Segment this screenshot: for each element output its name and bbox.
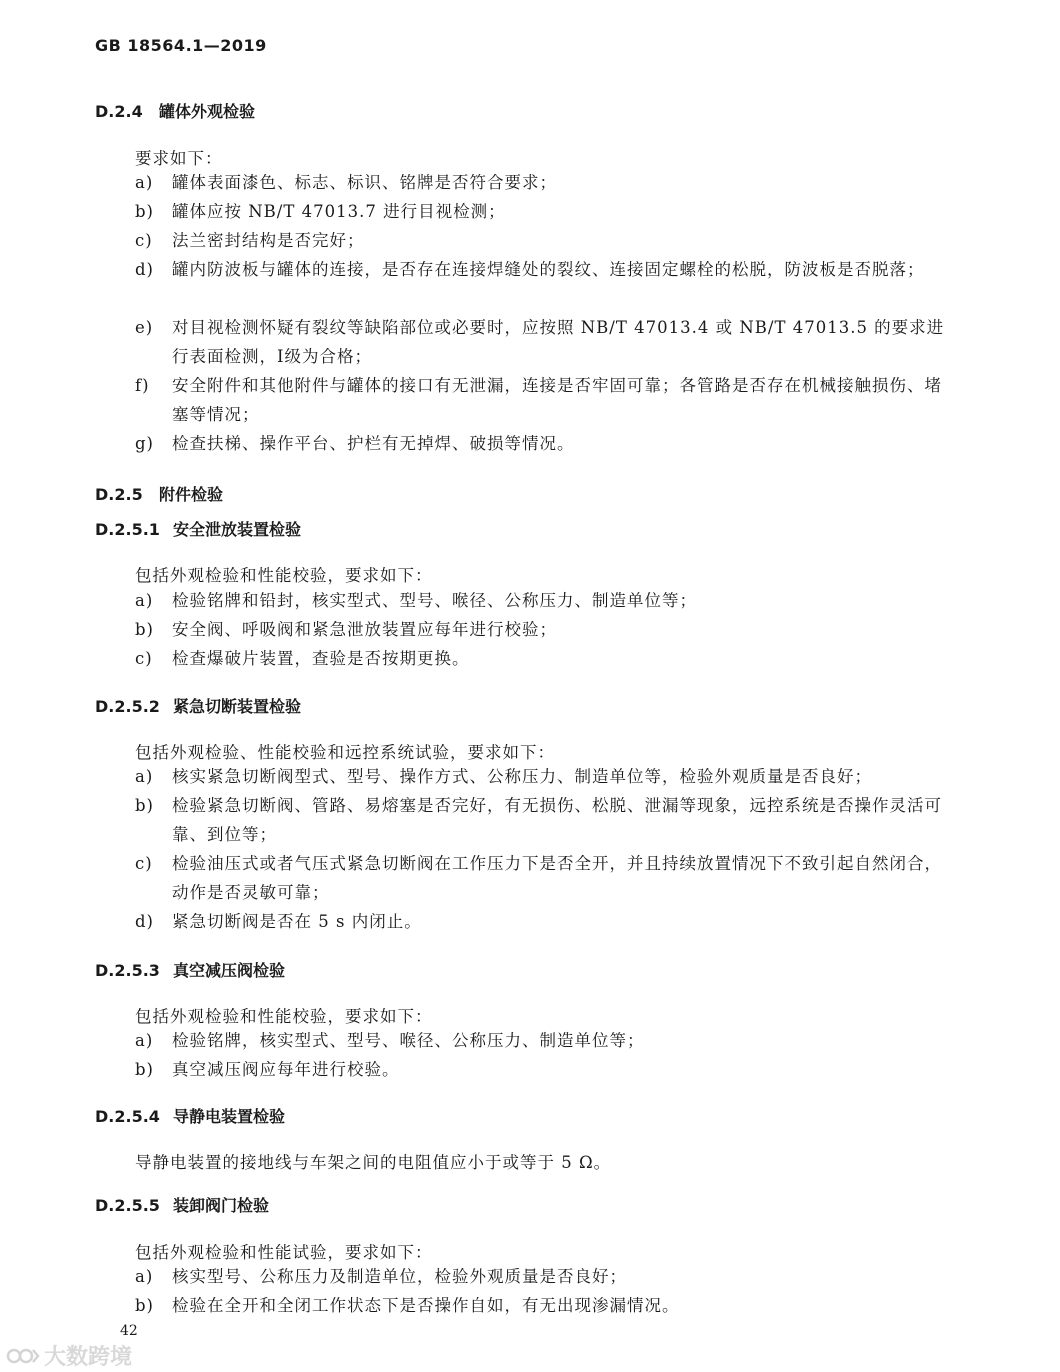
section-heading-d254 xyxy=(95,1104,285,1127)
list-item: a) 核实紧急切断阀型式、型号、操作方式、公称压力、制造单位等，检验外观质量是否良好； xyxy=(135,767,872,786)
list-item: d) 罐内防波板与罐体的连接，是否存在连接焊缝处的裂纹、连接固定螺栓的松脱，防波板是否脱落； xyxy=(135,260,925,279)
section-intro: 包括外观检验和性能校验，要求如下： xyxy=(135,566,433,585)
section-heading-d25 xyxy=(95,482,223,505)
list-item: a) 检验铭牌，核实型式、型号、喉径、公称压力、制造单位等； xyxy=(135,1031,645,1050)
section-heading-d252 xyxy=(95,694,301,717)
list-item: g) 检查扶梯、操作平台、护栏有无掉焊、破损等情况。 xyxy=(135,434,575,453)
watermark-text: 大数跨境 xyxy=(44,1345,133,1370)
list-item: b) 真空减压阀应每年进行校验。 xyxy=(135,1060,400,1079)
section-number: D.2.5.4 xyxy=(95,1107,160,1126)
document-id: GB 18564.1—2019 xyxy=(95,36,267,55)
section-number: D.2.5.5 xyxy=(95,1196,160,1215)
section-number: D.2.5.1 xyxy=(95,520,160,539)
section-heading-d253 xyxy=(95,958,285,981)
watermark-logo-icon xyxy=(6,1345,40,1367)
list-item: b) 检验在全开和全闭工作状态下是否操作自如，有无出现渗漏情况。 xyxy=(135,1296,680,1315)
list-item: a) 核实型号、公称压力及制造单位，检验外观质量是否良好； xyxy=(135,1267,627,1286)
section-number: D.2.5.3 xyxy=(95,961,160,980)
list-item: d) 紧急切断阀是否在 5 s 内闭止。 xyxy=(135,912,422,931)
section-number: D.2.5 xyxy=(95,485,143,504)
section-title: 附件检验 xyxy=(159,485,224,504)
section-heading-d24 xyxy=(95,99,255,122)
section-intro: 包括外观检验和性能试验，要求如下： xyxy=(135,1243,433,1262)
list-item: b) 罐体应按 NB/T 47013.7 进行目视检测； xyxy=(135,202,506,221)
section-intro: 包括外观检验和性能校验，要求如下： xyxy=(135,1007,433,1026)
section-title: 真空减压阀检验 xyxy=(173,961,286,980)
section-title: 罐体外观检验 xyxy=(159,102,256,121)
section-intro: 要求如下： xyxy=(135,149,223,168)
section-title: 装卸阀门检验 xyxy=(173,1196,270,1215)
list-item: b) 检验紧急切断阀、管路、易熔塞是否完好，有无损伤、松脱、泄漏等现象，远控系统是否操作灵活可靠、到位等； xyxy=(135,796,942,844)
list-item: e) 对目视检测怀疑有裂纹等缺陷部位或必要时，应按照 NB/T 47013.4 或 NB/T 47013.5 的要求进行表面检测，Ⅰ级为合格； xyxy=(135,318,945,366)
section-intro: 包括外观检验、性能校验和远控系统试验，要求如下： xyxy=(135,743,555,762)
watermark xyxy=(6,1340,132,1371)
list-item: c) 法兰密封结构是否完好； xyxy=(135,231,365,250)
list-item: b) 安全阀、呼吸阀和紧急泄放装置应每年进行校验； xyxy=(135,620,557,639)
section-title: 安全泄放装置检验 xyxy=(173,520,302,539)
page-number: 42 xyxy=(120,1323,138,1339)
section-title: 导静电装置检验 xyxy=(173,1107,286,1126)
list-item: a) 检验铭牌和铅封，核实型式、型号、喉径、公称压力、制造单位等； xyxy=(135,591,697,610)
section-heading-d255 xyxy=(95,1193,269,1216)
section-intro: 导静电装置的接地线与车架之间的电阻值应小于或等于 5 Ω。 xyxy=(135,1153,612,1172)
list-item: a) 罐体表面漆色、标志、标识、铭牌是否符合要求； xyxy=(135,173,557,192)
list-item: c) 检验油压式或者气压式紧急切断阀在工作压力下是否全开，并且持续放置情况下不致引起自然闭合，动作是否灵敏可靠； xyxy=(135,854,942,902)
section-number: D.2.4 xyxy=(95,102,143,121)
list-item: c) 检查爆破片装置，查验是否按期更换。 xyxy=(135,649,470,668)
section-title: 紧急切断装置检验 xyxy=(173,697,302,716)
section-heading-d251 xyxy=(95,517,301,540)
section-number: D.2.5.2 xyxy=(95,697,160,716)
list-item: f) 安全附件和其他附件与罐体的接口有无泄漏，连接是否牢固可靠；各管路是否存在机械接触损伤、堵塞等情况； xyxy=(135,376,942,424)
